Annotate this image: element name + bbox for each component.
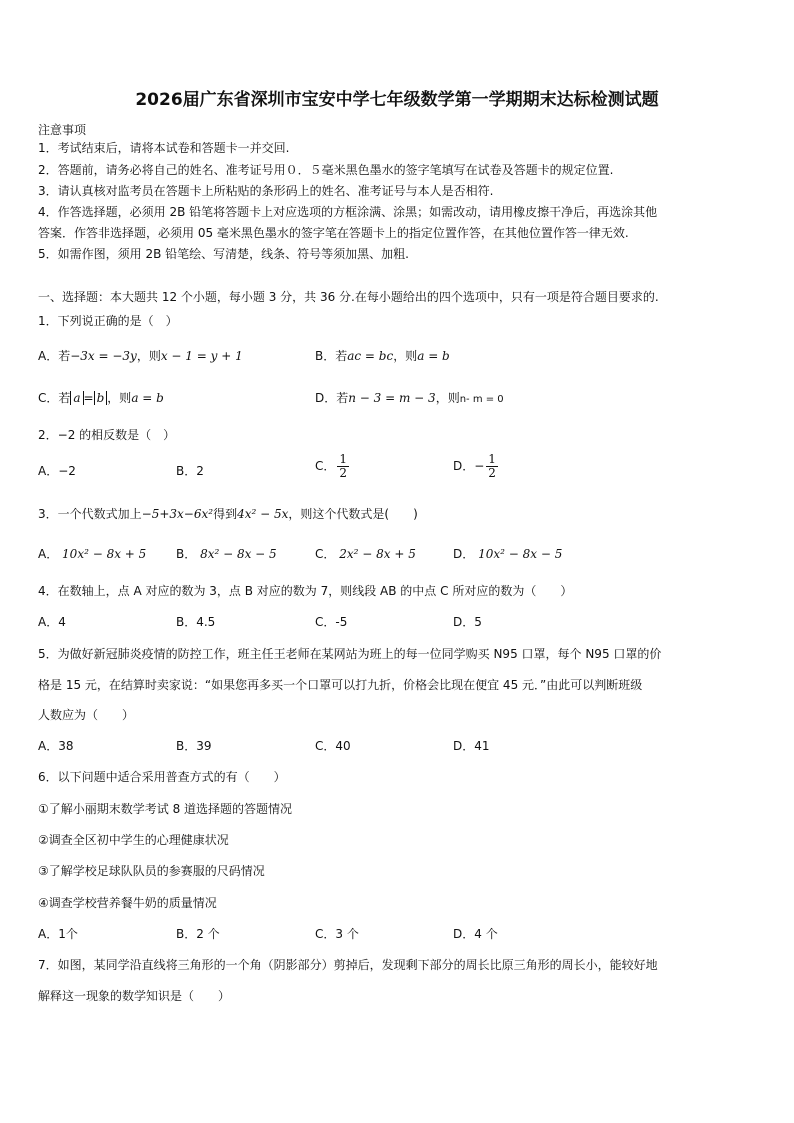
question-7-line-2: 解释这一现象的数学知识是（ ） bbox=[38, 989, 231, 1003]
q4-option-d: D．5 bbox=[453, 615, 482, 629]
question-5-line-2: 格是 15 元，在结算时卖家说：“如果您再多买一个口罩可以打九折，价格会比现在便宜 45 元．”由此可以判断班级 bbox=[38, 678, 643, 692]
q6-item-2: ②调查全区初中学生的心理健康状况 bbox=[38, 833, 229, 847]
notice-item-3: 3．请认真核对监考员在答题卡上所粘贴的条形码上的姓名、准考证号与本人是否相符. bbox=[38, 184, 494, 198]
q1-option-c: C．若 a = b ，则a = b bbox=[38, 391, 164, 405]
q3-option-d: D． 10x² − 8x − 5 bbox=[453, 547, 563, 561]
q1-option-d: D．若n − 3 = m − 3，则n‐ m = 0 bbox=[315, 391, 504, 405]
section-heading: 一、选择题：本大题共 12 个小题，每小题 3 分，共 36 分.在每小题给出的四个选项中，只有一项是符合题目要求的. bbox=[38, 290, 659, 304]
q6-option-b: B．2 个 bbox=[176, 927, 220, 941]
q6-item-4: ④调查学校营养餐牛奶的质量情况 bbox=[38, 896, 217, 910]
notice-item-2: 2．答题前，请务必将自己的姓名、准考证号用０．５毫米黑色墨水的签字笔填写在试卷及答题卡的规定位置. bbox=[38, 163, 614, 177]
q6-item-3: ③了解学校足球队队员的参赛服的尺码情况 bbox=[38, 864, 265, 878]
notice-item-4: 4．作答选择题，必须用 2B 铅笔将答题卡上对应选项的方框涂满、涂黑；如需改动，请用橡皮擦干净后，再选涂其他 bbox=[38, 205, 658, 219]
question-2-stem: 2．−2 的相反数是（ ） bbox=[38, 428, 176, 442]
exam-title: 2026届广东省深圳市宝安中学七年级数学第一学期期末达标检测试题 bbox=[135, 90, 659, 110]
question-5-line-1: 5．为做好新冠肺炎疫情的防控工作，班主任王老师在某网站为班上的每一位同学购买 N95 口罩，每个 N95 口罩的价 bbox=[38, 647, 662, 661]
question-1-stem: 1．下列说正确的是（ ） bbox=[38, 314, 178, 328]
q5-option-d: D．41 bbox=[453, 739, 490, 753]
q5-option-a: A．38 bbox=[38, 739, 74, 753]
question-4-stem: 4．在数轴上，点 A 对应的数为 3，点 B 对应的数为 7，则线段 AB 的中点 C 所对应的数为（ ） bbox=[38, 584, 573, 598]
question-3-stem: 3．一个代数式加上−5+3x−6x²得到4x² − 5x，则这个代数式是( ) bbox=[38, 507, 418, 521]
q1-option-b: B．若ac = bc，则a = b bbox=[315, 349, 450, 363]
q2-option-a: A．−2 bbox=[38, 464, 76, 478]
q3-option-b: B． 8x² − 8x − 5 bbox=[176, 547, 277, 561]
q6-option-c: C．3 个 bbox=[315, 927, 359, 941]
q2-option-d: D．− $\frac{1}{2}$ bbox=[453, 452, 496, 480]
notice-item-5: 5．如需作图，须用 2B 铅笔绘、写清楚，线条、符号等须加黑、加粗. bbox=[38, 247, 409, 261]
q4-option-c: C．-5 bbox=[315, 615, 348, 629]
question-5-line-3: 人数应为（ ） bbox=[38, 708, 135, 722]
q3-option-a: A． 10x² − 8x + 5 bbox=[38, 547, 147, 561]
notice-heading: 注意事项 bbox=[38, 123, 87, 137]
notice-item-1: 1．考试结束后，请将本试卷和答题卡一并交回. bbox=[38, 141, 290, 155]
question-7-line-1: 7．如图，某同学沿直线将三角形的一个角（阴影部分）剪掉后，发现剩下部分的周长比原三角形的周长小，能较好地 bbox=[38, 958, 658, 972]
q6-option-d: D．4 个 bbox=[453, 927, 498, 941]
q2-option-c: C． $\frac{1}{2}$ bbox=[315, 452, 348, 480]
notice-item-4-cont: 答案．作答非选择题，必须用 05 毫米黑色墨水的签字笔在答题卡上的指定位置作答，在其他位置作答一律无效. bbox=[38, 226, 629, 240]
q4-option-b: B．4.5 bbox=[176, 615, 216, 629]
q1-option-a: A．若−3x = −3y，则x − 1 = y + 1 bbox=[38, 349, 243, 363]
q6-item-1: ①了解小丽期末数学考试 8 道选择题的答题情况 bbox=[38, 802, 293, 816]
q5-option-b: B．39 bbox=[176, 739, 212, 753]
question-6-stem: 6．以下问题中适合采用普查方式的有（ ） bbox=[38, 770, 286, 784]
q6-option-a: A．1个 bbox=[38, 927, 78, 941]
q4-option-a: A．4 bbox=[38, 615, 66, 629]
q2-option-b: B．2 bbox=[176, 464, 204, 478]
q3-option-c: C． 2x² − 8x + 5 bbox=[315, 547, 416, 561]
q5-option-c: C．40 bbox=[315, 739, 351, 753]
